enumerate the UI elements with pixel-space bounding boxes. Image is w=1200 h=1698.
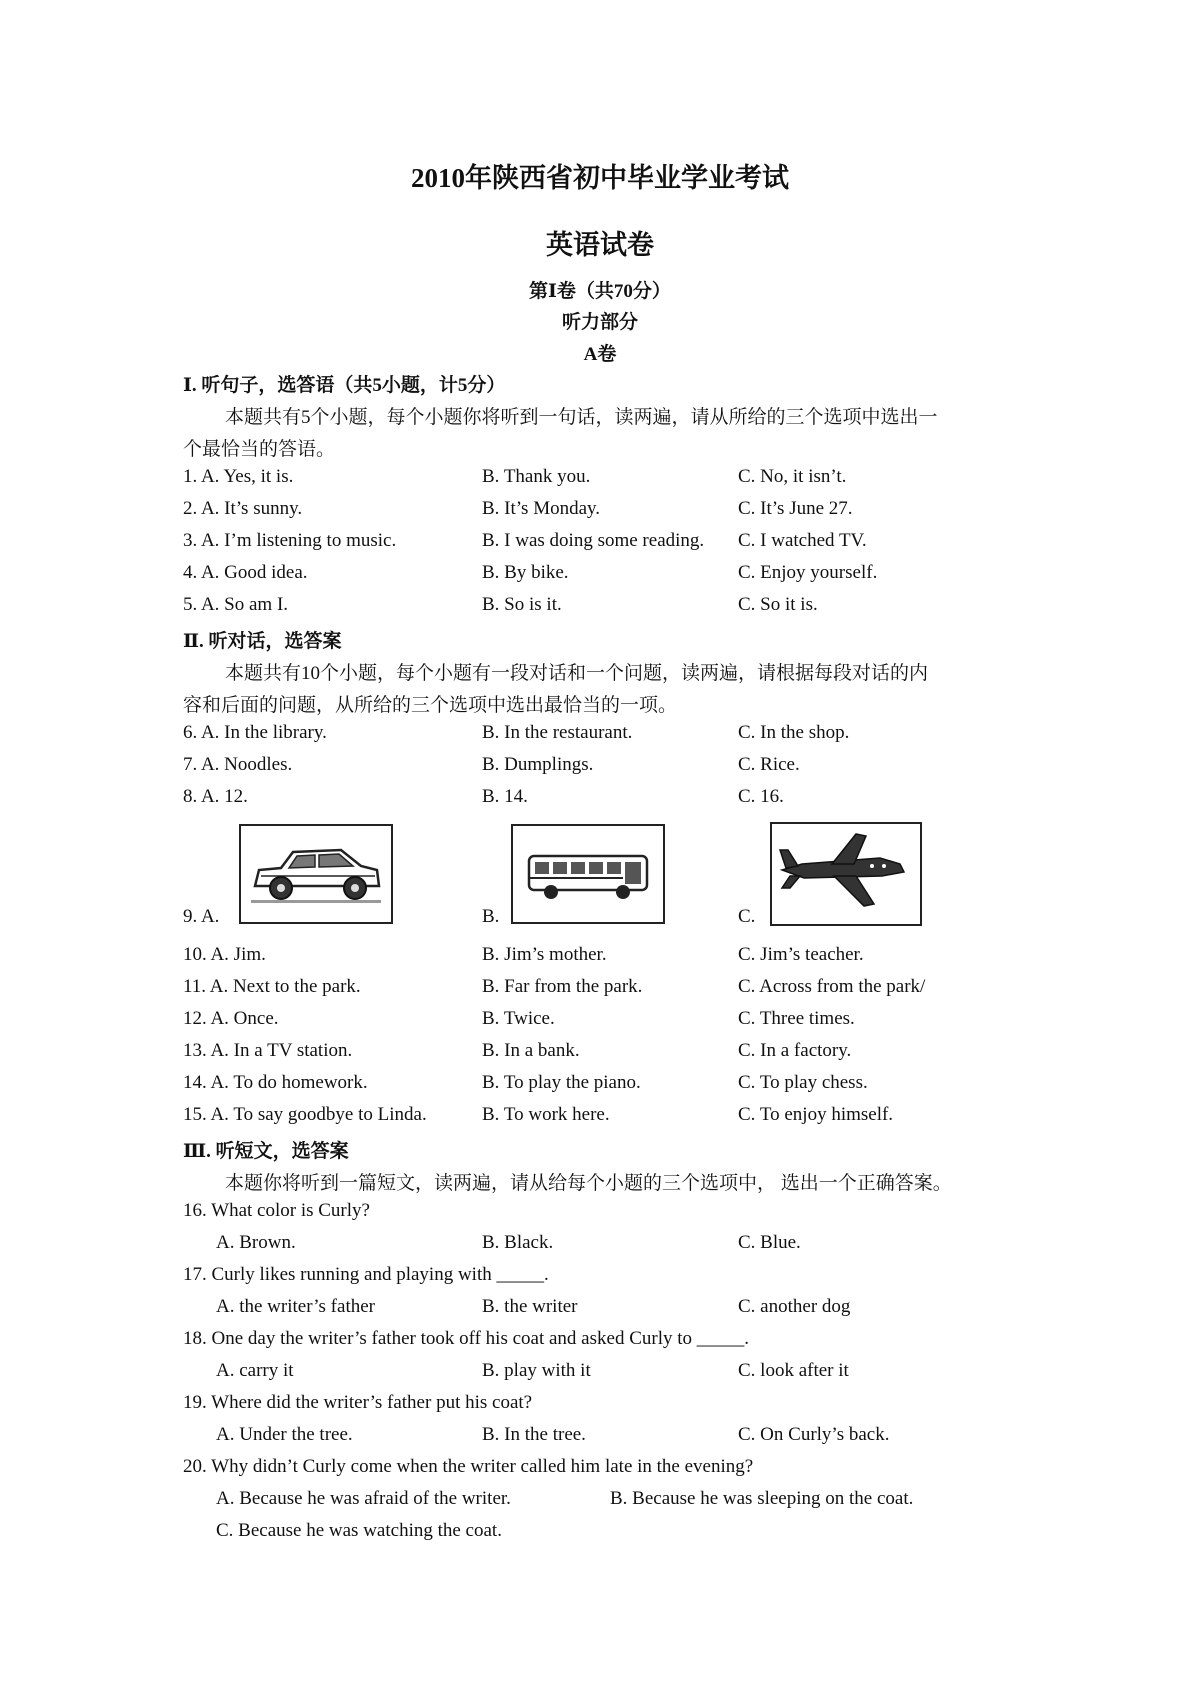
paper-heading: A卷	[583, 344, 617, 365]
q3-option-b: B. I was doing some reading.	[482, 530, 705, 551]
car-icon	[241, 826, 391, 922]
q5-option-c: C. So it is.	[738, 594, 818, 615]
q19-option-c: C. On Curly’s back.	[738, 1424, 890, 1445]
q4-option-a: 4. A. Good idea.	[183, 562, 308, 583]
q16-option-b: B. Black.	[482, 1232, 554, 1253]
q5-option-b: B. So is it.	[482, 594, 562, 615]
q6-option-c: C. In the shop.	[738, 722, 850, 743]
section3-heading: Ⅲ. 听短文，选答案	[183, 1141, 349, 1162]
q12-option-a: 12. A. Once.	[183, 1008, 279, 1029]
q14-option-c: C. To play chess.	[738, 1072, 868, 1093]
q20-question: 20. Why didn’t Curly come when the writer called him late in the evening?	[183, 1456, 754, 1477]
q9-picture-a	[239, 824, 393, 924]
q19-option-a: A. Under the tree.	[216, 1424, 353, 1445]
bus-icon	[513, 826, 663, 922]
q14-option-b: B. To play the piano.	[482, 1072, 641, 1093]
q13-option-c: C. In a factory.	[738, 1040, 852, 1061]
q20-option-a: A. Because he was afraid of the writer.	[216, 1488, 511, 1509]
q15-option-b: B. To work here.	[482, 1104, 610, 1125]
listening-heading: 听力部分	[561, 312, 638, 333]
q9-picture-c	[770, 822, 922, 926]
q18-option-b: B. play with it	[482, 1360, 591, 1381]
q7-option-b: B. Dumplings.	[482, 754, 594, 775]
q16-question: 16. What color is Curly?	[183, 1200, 370, 1221]
q8-option-a: 8. A. 12.	[183, 786, 248, 807]
q20-option-c: C. Because he was watching the coat.	[216, 1520, 502, 1541]
q9-option-a: 9. A.	[183, 906, 220, 927]
q17-option-c: C. another dog	[738, 1296, 851, 1317]
q18-question: 18. One day the writer’s father took off his coat and asked Curly to _____.	[183, 1328, 750, 1349]
q7-option-c: C. Rice.	[738, 754, 800, 775]
q13-option-b: B. In a bank.	[482, 1040, 580, 1061]
q6-option-b: B. In the restaurant.	[482, 722, 633, 743]
section2-intro-line2: 容和后面的问题，从所给的三个选项中选出最恰当的一项。	[183, 695, 678, 716]
q4-option-b: B. By bike.	[482, 562, 569, 583]
q2-option-c: C. It’s June 27.	[738, 498, 853, 519]
q16-option-c: C. Blue.	[738, 1232, 801, 1253]
q7-option-a: 7. A. Noodles.	[183, 754, 293, 775]
q18-option-c: C. look after it	[738, 1360, 849, 1381]
airplane-icon	[772, 824, 920, 924]
part-heading: 第Ⅰ卷（共70分）	[529, 281, 671, 302]
q10-option-b: B. Jim’s mother.	[482, 944, 607, 965]
q3-option-a: 3. A. I’m listening to music.	[183, 530, 397, 551]
q2-option-a: 2. A. It’s sunny.	[183, 498, 303, 519]
q3-option-c: C. I watched TV.	[738, 530, 867, 551]
exam-title: 2010年陕西省初中毕业学业考试	[411, 163, 789, 193]
q1-option-c: C. No, it isn’t.	[738, 466, 847, 487]
q14-option-a: 14. A. To do homework.	[183, 1072, 368, 1093]
q18-option-a: A. carry it	[216, 1360, 294, 1381]
q19-option-b: B. In the tree.	[482, 1424, 586, 1445]
q13-option-a: 13. A. In a TV station.	[183, 1040, 353, 1061]
section2-intro-line1: 本题共有10个小题，每个小题有一段对话和一个问题，读两遍，请根据每段对话的内	[225, 663, 929, 684]
q4-option-c: C. Enjoy yourself.	[738, 562, 878, 583]
q17-option-b: B. the writer	[482, 1296, 578, 1317]
section3-intro: 本题你将听到一篇短文，读两遍，请从给每个小题的三个选项中， 选出一个正确答案。	[225, 1173, 952, 1194]
q8-option-b: B. 14.	[482, 786, 528, 807]
q12-option-b: B. Twice.	[482, 1008, 555, 1029]
q1-option-b: B. Thank you.	[482, 466, 591, 487]
q10-option-c: C. Jim’s teacher.	[738, 944, 864, 965]
q9-picture-b	[511, 824, 665, 924]
q17-question: 17. Curly likes running and playing with _____.	[183, 1264, 549, 1285]
q15-option-a: 15. A. To say goodbye to Linda.	[183, 1104, 427, 1125]
exam-subtitle: 英语试卷	[546, 230, 654, 260]
q12-option-c: C. Three times.	[738, 1008, 855, 1029]
q20-option-b: B. Because he was sleeping on the coat.	[610, 1488, 914, 1509]
q19-question: 19. Where did the writer’s father put his coat?	[183, 1392, 533, 1413]
q11-option-b: B. Far from the park.	[482, 976, 643, 997]
q9-option-c: C.	[738, 906, 756, 927]
q2-option-b: B. It’s Monday.	[482, 498, 601, 519]
q11-option-c: C. Across from the park/	[738, 976, 926, 997]
section1-heading: Ⅰ. 听句子，选答语（共5小题，计5分）	[183, 375, 506, 396]
q10-option-a: 10. A. Jim.	[183, 944, 266, 965]
q1-option-a: 1. A. Yes, it is.	[183, 466, 294, 487]
section1-intro-line1: 本题共有5个小题，每个小题你将听到一句话，读两遍，请从所给的三个选项中选出一	[225, 407, 938, 428]
q15-option-c: C. To enjoy himself.	[738, 1104, 894, 1125]
section1-intro-line2: 个最恰当的答语。	[183, 439, 336, 460]
section2-heading: Ⅱ. 听对话，选答案	[183, 631, 342, 652]
q6-option-a: 6. A. In the library.	[183, 722, 327, 743]
q11-option-a: 11. A. Next to the park.	[183, 976, 361, 997]
q8-option-c: C. 16.	[738, 786, 784, 807]
q9-option-b: B.	[482, 906, 500, 927]
q16-option-a: A. Brown.	[216, 1232, 296, 1253]
q17-option-a: A. the writer’s father	[216, 1296, 375, 1317]
q5-option-a: 5. A. So am I.	[183, 594, 289, 615]
